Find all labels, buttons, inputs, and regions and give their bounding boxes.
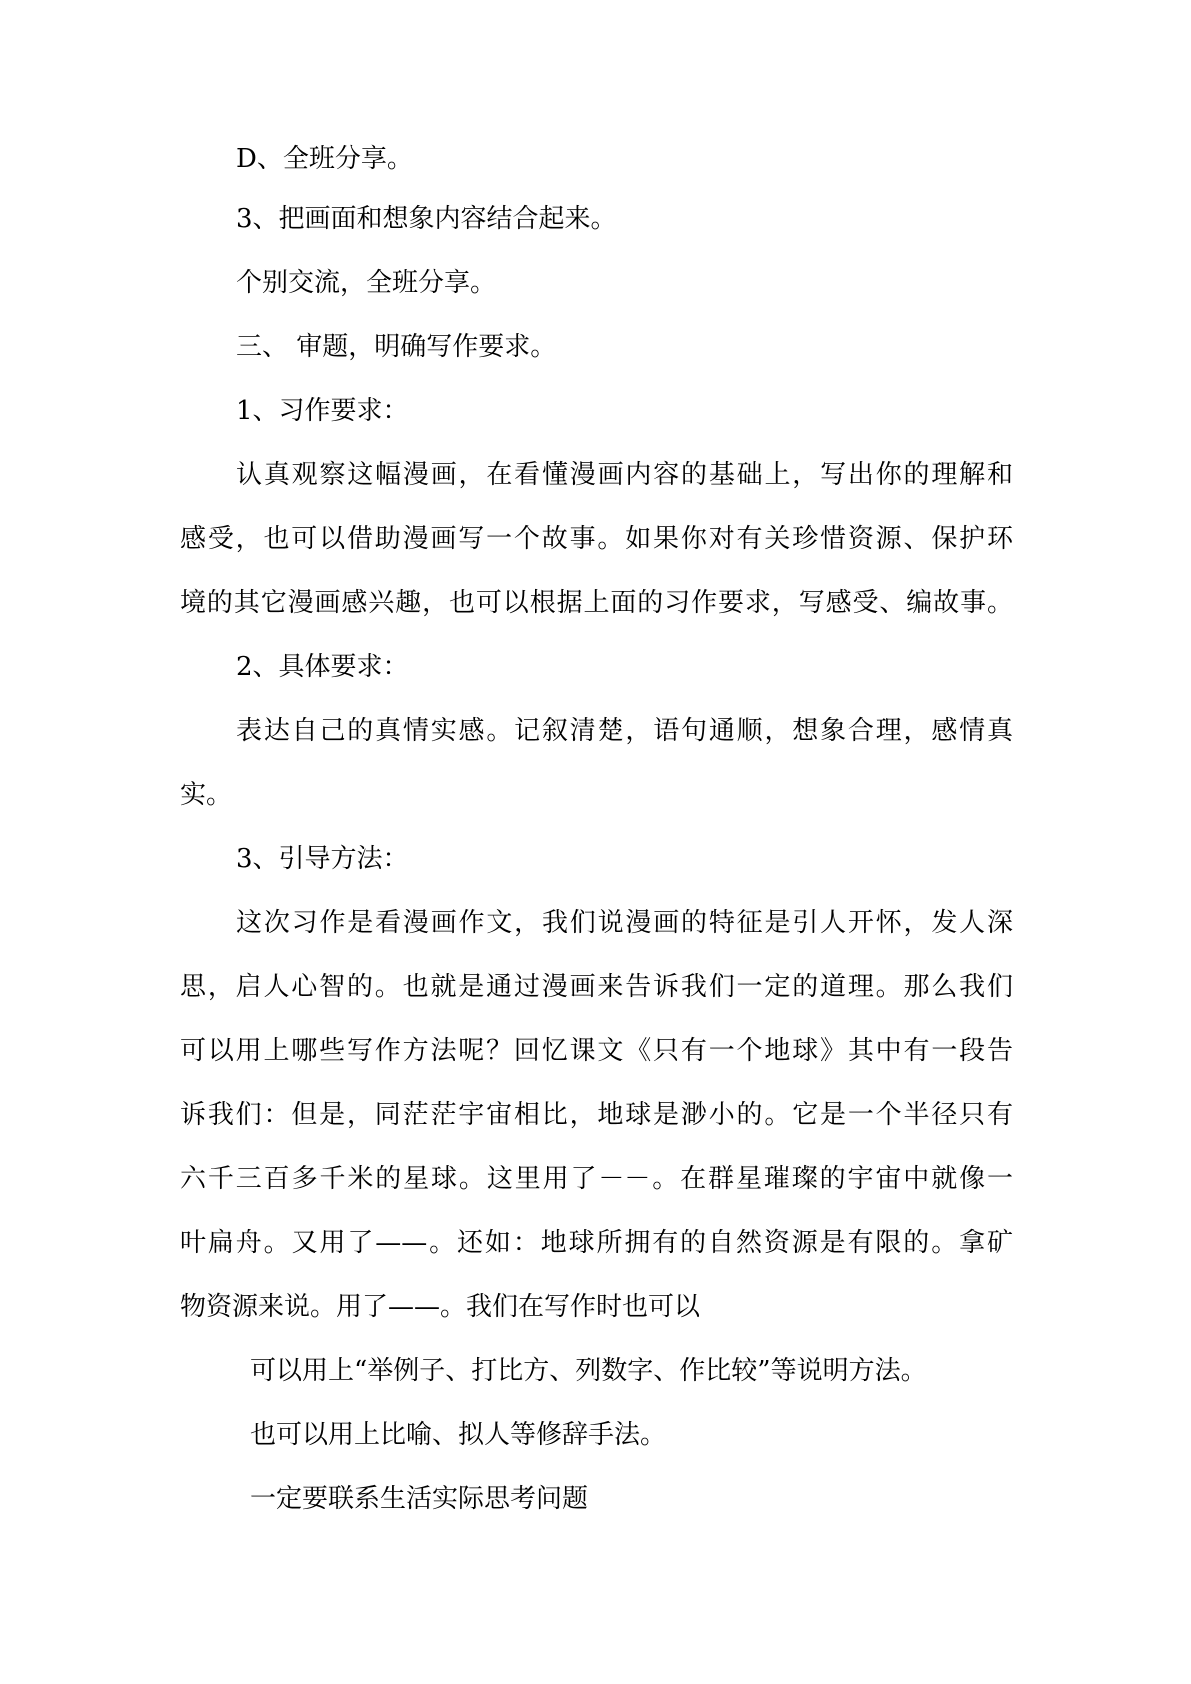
paragraph-line-7: 感受，也可以借助漫画写一个故事。如果你对有关珍惜资源、保护环 — [180, 524, 1013, 554]
paragraph-line-19: 物资源来说。用了——。我们在写作时也可以 — [180, 1292, 701, 1322]
paragraph-line-5: 1、习作要求： — [236, 396, 409, 426]
paragraph-line-12: 3、引导方法： — [236, 844, 409, 874]
paragraph-line-3: 个别交流，全班分享。 — [236, 268, 497, 298]
paragraph-line-8: 境的其它漫画感兴趣，也可以根据上面的习作要求，写感受、编故事。 — [180, 588, 1013, 618]
paragraph-line-14: 思，启人心智的。也就是通过漫画来告诉我们一定的道理。那么我们 — [180, 972, 1013, 1002]
paragraph-line-15: 可以用上哪些写作方法呢？回忆课文《只有一个地球》其中有一段告 — [180, 1036, 1013, 1066]
section-heading-3: 三、 审题，明确写作要求。 — [236, 332, 557, 362]
paragraph-line-10: 表达自己的真情实感。记叙清楚，语句通顺，想象合理，感情真 — [236, 716, 1013, 746]
paragraph-line-22: 一定要联系生活实际思考问题 — [250, 1484, 589, 1514]
paragraph-line-6: 认真观察这幅漫画，在看懂漫画内容的基础上，写出你的理解和 — [236, 460, 1013, 490]
paragraph-line-1: D、全班分享。 — [236, 144, 413, 174]
paragraph-line-13: 这次习作是看漫画作文，我们说漫画的特征是引人开怀，发人深 — [236, 908, 1013, 938]
paragraph-line-18: 叶扁舟。又用了——。还如：地球所拥有的自然资源是有限的。拿矿 — [180, 1228, 1013, 1258]
paragraph-line-21: 也可以用上比喻、拟人等修辞手法。 — [250, 1420, 667, 1450]
paragraph-line-16: 诉我们：但是，同茫茫宇宙相比，地球是渺小的。它是一个半径只有 — [180, 1100, 1013, 1130]
paragraph-line-9: 2、具体要求： — [236, 652, 409, 682]
paragraph-line-2: 3、把画面和想象内容结合起来。 — [236, 204, 617, 234]
paragraph-line-20: 可以用上“举例子、打比方、列数字、作比较”等说明方法。 — [250, 1356, 927, 1386]
paragraph-line-11: 实。 — [180, 780, 233, 810]
paragraph-line-17: 六千三百多千米的星球。这里用了－－。在群星璀璨的宇宙中就像一 — [180, 1164, 1013, 1194]
